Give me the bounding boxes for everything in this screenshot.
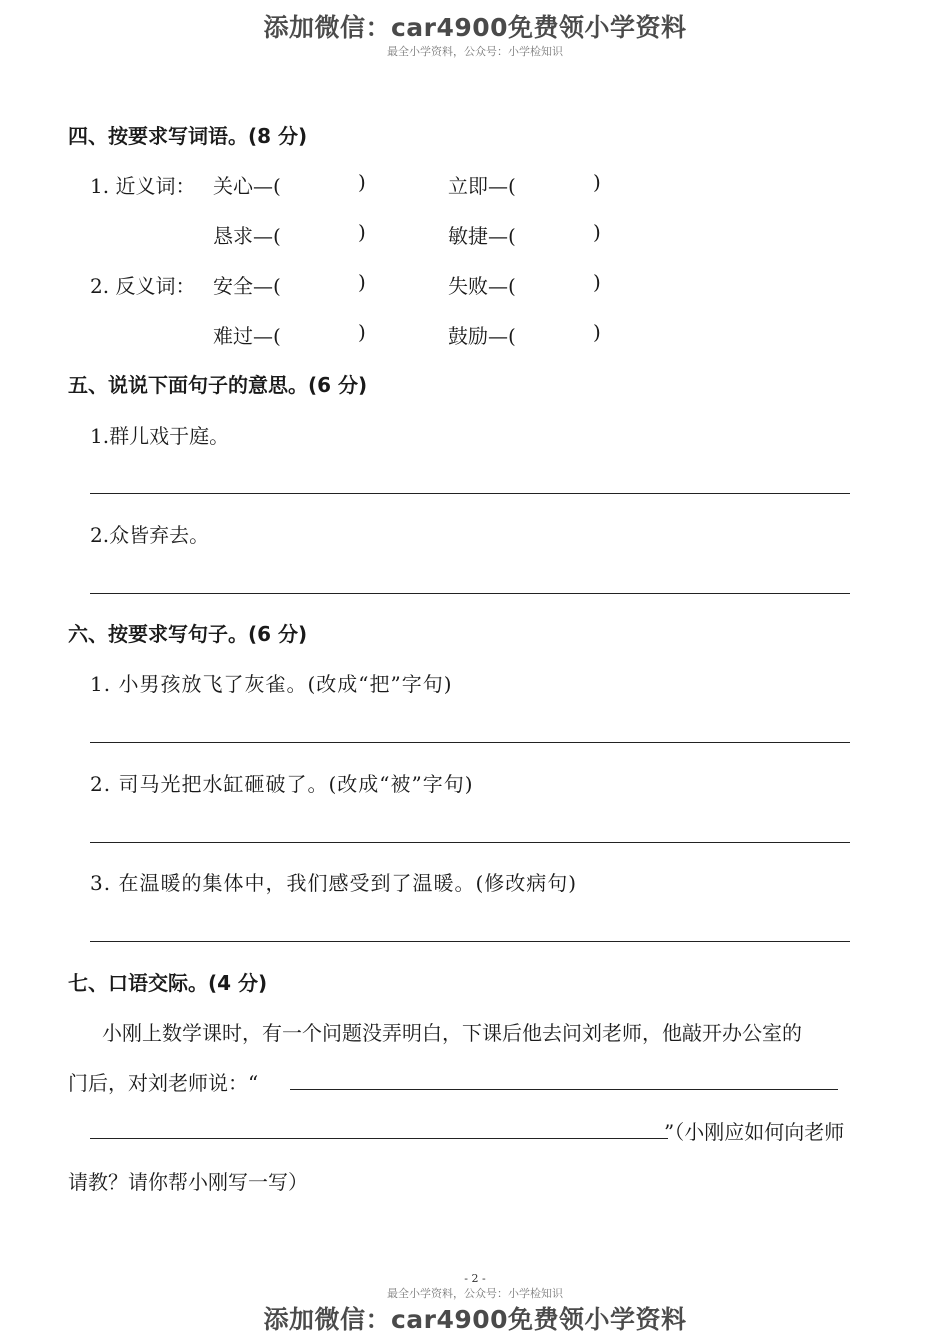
close-paren: ): [358, 170, 366, 194]
synonyms-label: 1. 近义词：: [90, 174, 196, 198]
close-paren: ): [593, 320, 601, 344]
section-7-paragraph-line-3: ”（小刚应如何向老师: [664, 1120, 845, 1144]
section-5-heading: 五、说说下面句子的意思。(6 分): [68, 373, 368, 397]
section-7-paragraph-line-2: 门后，对刘老师说：“: [68, 1071, 259, 1095]
close-paren: ): [593, 170, 601, 194]
section-7-paragraph-line-1: 小刚上数学课时，有一个问题没弄明白，下课后他去问刘老师，他敲开办公室的: [102, 1021, 802, 1045]
watermark-bottom: 添加微信：car4900免费领小学资料: [263, 1305, 687, 1334]
word-5: 安全—(: [213, 274, 281, 298]
answer-line[interactable]: [90, 593, 850, 594]
header-faint-text: 最全小学资料，公众号：小学检知识: [387, 45, 563, 58]
word-8: 鼓励—(: [448, 324, 516, 348]
watermark-top: 添加微信：car4900免费领小学资料: [263, 13, 687, 42]
answer-line[interactable]: [90, 493, 850, 494]
answer-line[interactable]: [90, 1138, 668, 1139]
answer-line[interactable]: [90, 842, 850, 843]
antonyms-label: 2. 反义词：: [90, 274, 196, 298]
close-paren: ): [358, 320, 366, 344]
answer-line[interactable]: [90, 941, 850, 942]
section-7-heading: 七、口语交际。(4 分): [68, 971, 268, 995]
word-7: 难过—(: [213, 324, 281, 348]
section-5-question-1: 1.群儿戏于庭。: [90, 424, 230, 448]
section-5-question-2: 2.众皆弃去。: [90, 523, 210, 547]
section-6-question-2: 2. 司马光把水缸砸破了。(改成“被”字句): [90, 772, 474, 796]
close-paren: ): [358, 220, 366, 244]
section-6-question-3: 3. 在温暖的集体中，我们感受到了温暖。(修改病句): [90, 871, 578, 895]
section-7-paragraph-line-4: 请教？请你帮小刚写一写）: [68, 1170, 308, 1194]
answer-line[interactable]: [290, 1089, 838, 1090]
answer-line[interactable]: [90, 742, 850, 743]
word-2: 立即—(: [448, 174, 516, 198]
footer-faint-text: 最全小学资料，公众号：小学检知识: [387, 1287, 563, 1300]
section-4-heading: 四、按要求写词语。(8 分): [68, 124, 308, 148]
word-3: 恳求—(: [213, 224, 281, 248]
section-6-question-1: 1. 小男孩放飞了灰雀。(改成“把”字句): [90, 672, 453, 696]
close-paren: ): [358, 270, 366, 294]
word-1: 关心—(: [213, 174, 281, 198]
close-paren: ): [593, 270, 601, 294]
word-6: 失败—(: [448, 274, 516, 298]
page-number: - 2 -: [464, 1272, 486, 1285]
word-4: 敏捷—(: [448, 224, 516, 248]
close-paren: ): [593, 220, 601, 244]
section-6-heading: 六、按要求写句子。(6 分): [68, 622, 308, 646]
